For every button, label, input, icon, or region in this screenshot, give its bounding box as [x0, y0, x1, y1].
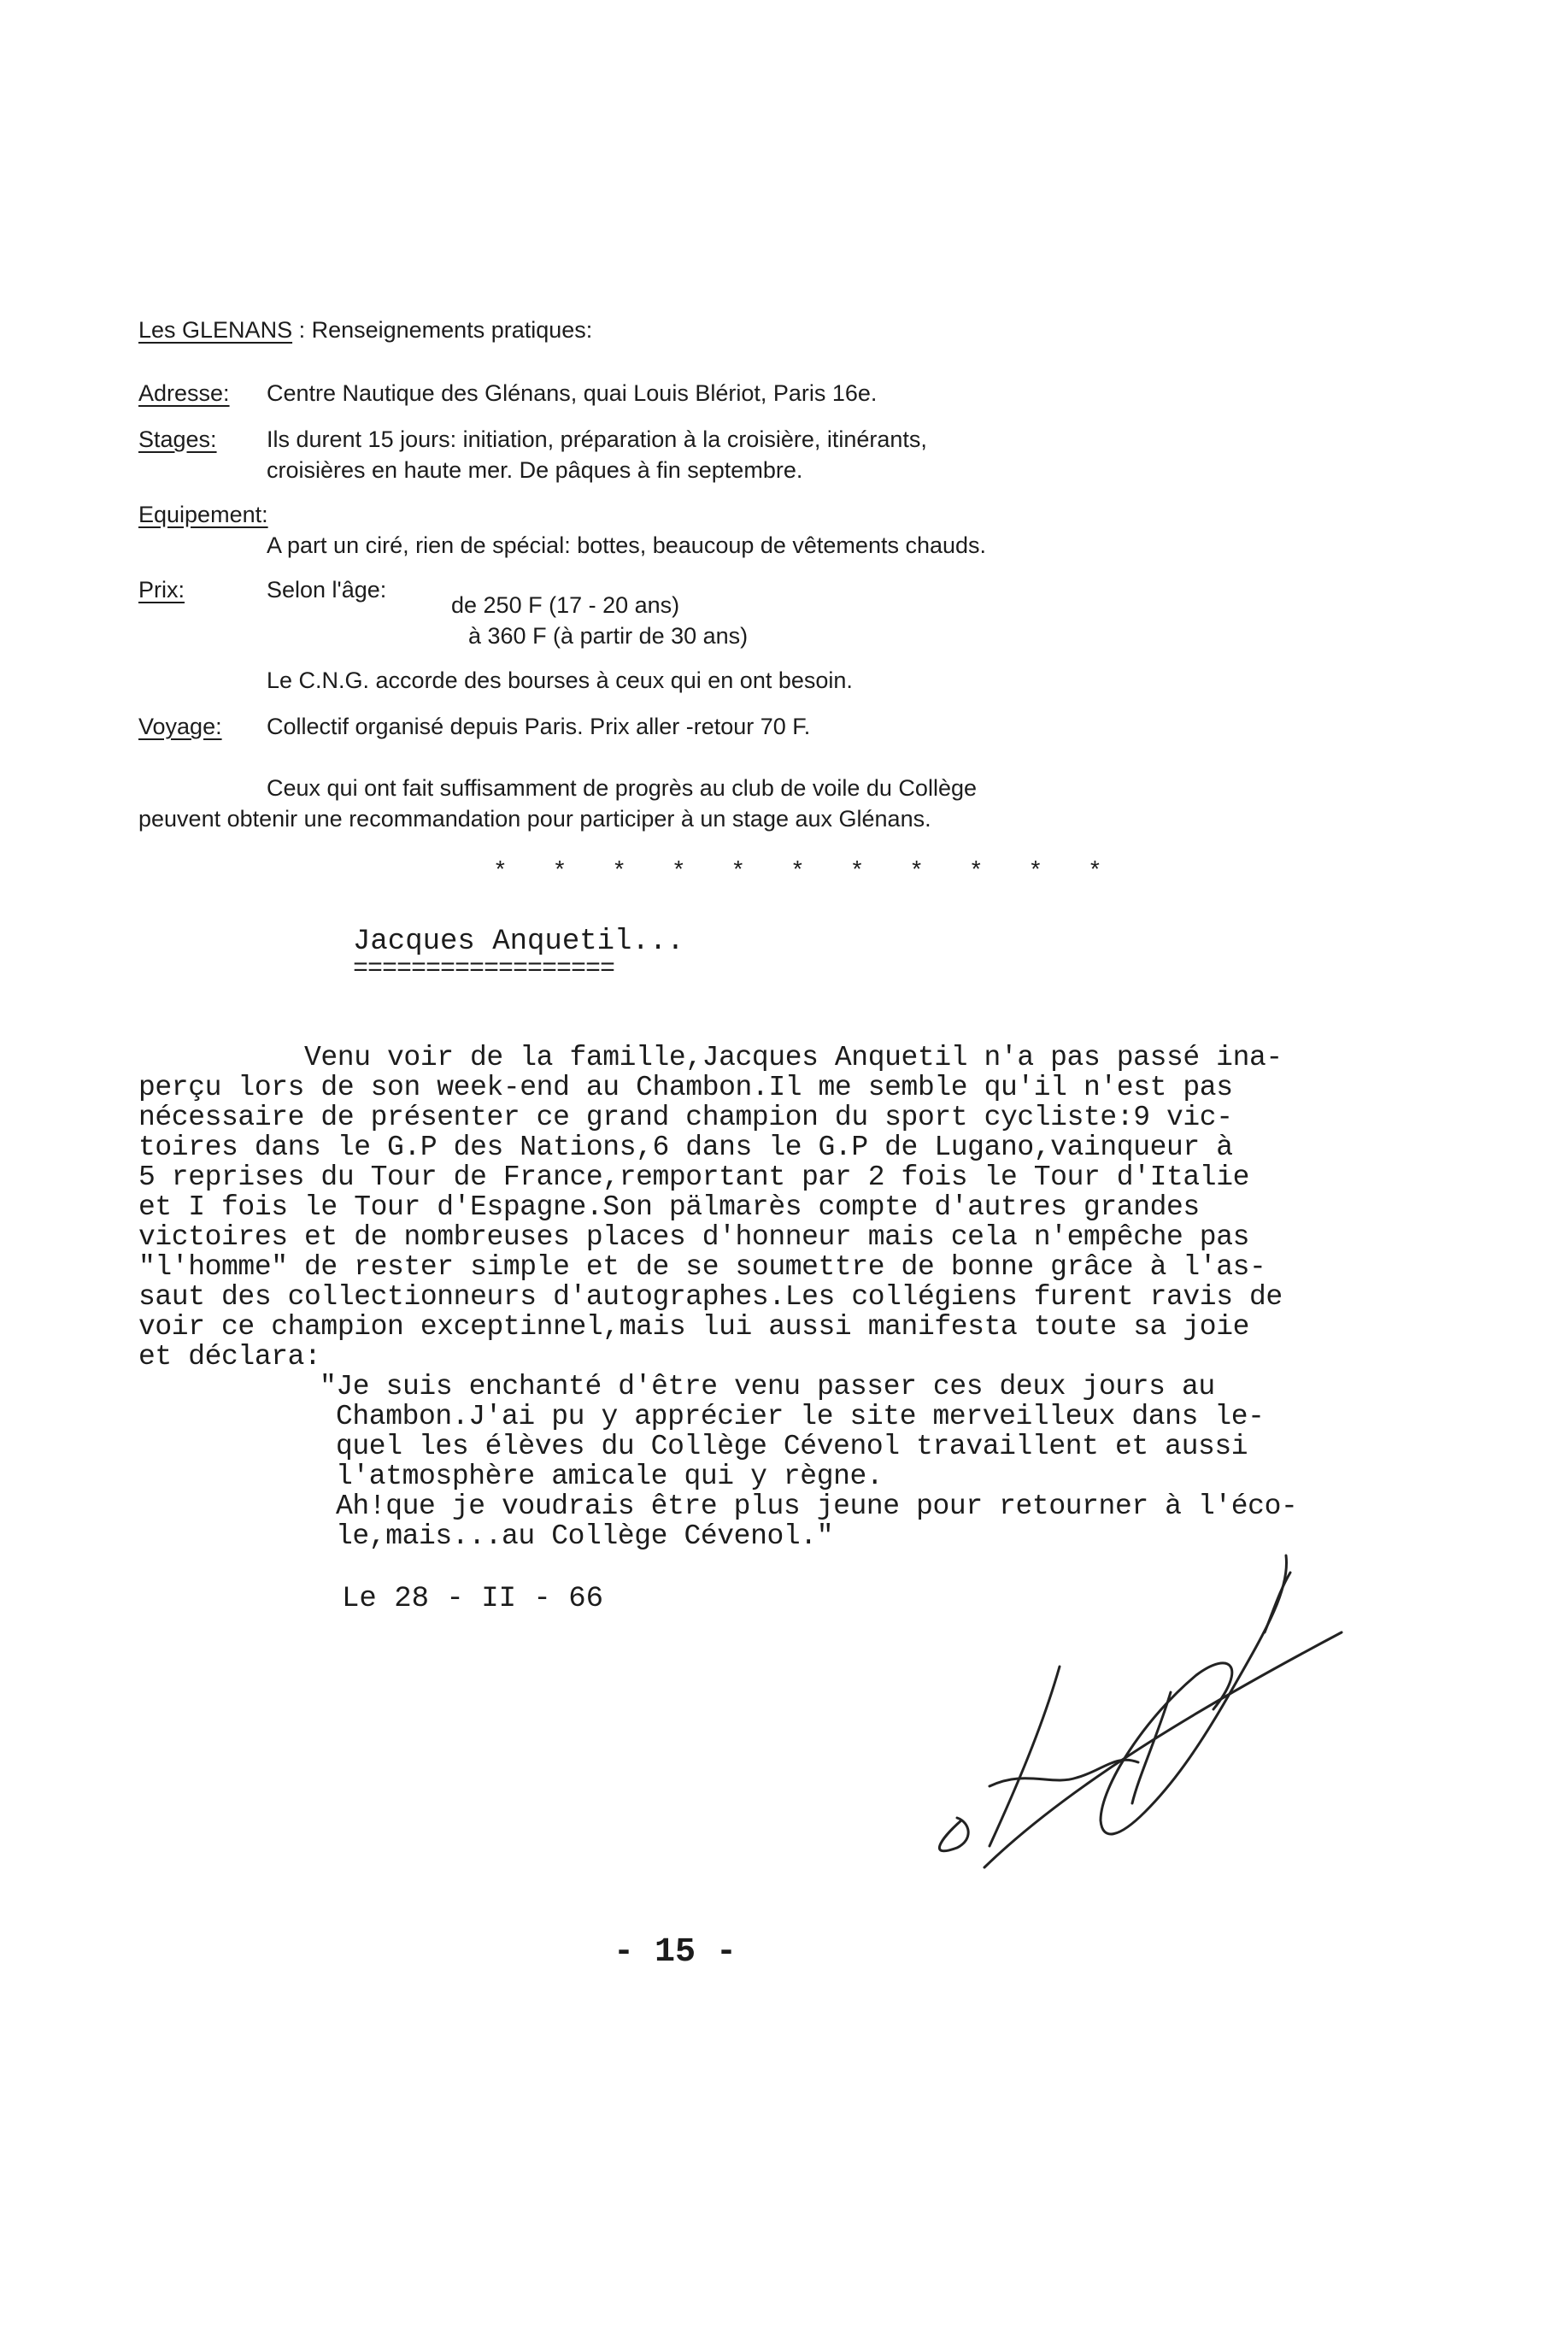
quote-line: l'atmosphère amicale qui y règne. — [336, 1461, 884, 1492]
glenans-title-rest: : Renseignements pratiques: — [292, 317, 593, 343]
article-line: saut des collectionneurs d'autographes.Les collégiens furent ravis de — [138, 1281, 1283, 1313]
page-number: - 15 - — [614, 1933, 737, 1972]
article-line: 5 reprises du Tour de France,remportant par 2 fois le Tour d'Italie — [138, 1161, 1250, 1193]
article-line: et I fois le Tour d'Espagne.Son pälmarès compte d'autres grandes — [138, 1191, 1200, 1223]
voyage-label: Voyage: — [138, 714, 222, 739]
glenans-title — [138, 315, 592, 345]
prix-bourses: Le C.N.G. accorde des bourses à ceux qui en ont besoin. — [267, 667, 853, 693]
article-line: victoires et de nombreuses places d'honneur mais cela n'empêche pas — [138, 1221, 1250, 1253]
quote-line: Ah!que je voudrais être plus jeune pour retourner à l'éco- — [336, 1491, 1298, 1522]
quote-line: Chambon.J'ai pu y apprécier le site merveilleux dans le- — [336, 1401, 1265, 1432]
article-heading: Jacques Anquetil... — [353, 926, 684, 958]
glenans-note-line-1: Ceux qui ont fait suffisamment de progrès au club de voile du Collège — [267, 775, 977, 801]
article-line: perçu lors de son week-end au Chambon.Il me semble qu'il n'est pas — [138, 1072, 1233, 1103]
stages-line-2: croisières en haute mer. De pâques à fin septembre. — [267, 457, 803, 483]
article-line: voir ce champion exceptinnel,mais lui aussi manifesta toute sa joie — [138, 1311, 1250, 1343]
article-heading-rule: ================== — [353, 955, 615, 984]
quote-line: "Je suis enchanté d'être venu passer ces deux jours au — [320, 1371, 1215, 1402]
article-date: Le 28 - II - 66 — [342, 1583, 604, 1615]
article-line: nécessaire de présenter ce grand champion du sport cycliste:9 vic- — [138, 1102, 1233, 1133]
glenans-note-line-2: peuvent obtenir une recommandation pour participer à un stage aux Glénans. — [138, 806, 931, 832]
article-line: Venu voir de la famille,Jacques Anquetil n'a pas passé ina- — [304, 1042, 1283, 1073]
prix-range-1: de 250 F (17 - 20 ans) — [451, 592, 680, 618]
stages-label: Stages: — [138, 426, 217, 452]
adresse-text: Centre Nautique des Glénans, quai Louis Blériot, Paris 16e. — [267, 380, 878, 406]
voyage-text: Collectif organisé depuis Paris. Prix aller -retour 70 F. — [267, 714, 811, 739]
article-line: "l'homme" de rester simple et de se soumettre de bonne grâce à l'as- — [138, 1251, 1266, 1283]
article-line: toires dans le G.P des Nations,6 dans le G.P de Lugano,vainqueur à — [138, 1132, 1233, 1163]
signature-image — [889, 1530, 1367, 1889]
equipement-text: A part un ciré, rien de spécial: bottes, beaucoup de vêtements chauds. — [267, 532, 987, 558]
article-line: et déclara: — [138, 1341, 321, 1373]
stages-line-1: Ils durent 15 jours: initiation, préparation à la croisière, itinérants, — [267, 426, 927, 452]
prix-label: Prix: — [138, 577, 185, 603]
equipement-label: Equipement: — [138, 502, 268, 527]
quote-line: quel les élèves du Collège Cévenol travaillent et aussi — [336, 1431, 1248, 1462]
quote-line: le,mais...au Collège Cévenol." — [336, 1520, 834, 1552]
star-separator: * * * * * * * * * * * — [493, 859, 1118, 885]
prix-intro: Selon l'âge: — [267, 577, 387, 603]
adresse-label: Adresse: — [138, 380, 230, 406]
prix-range-2: à 360 F (à partir de 30 ans) — [468, 623, 749, 649]
glenans-title-underlined: Les GLENANS — [138, 317, 293, 343]
